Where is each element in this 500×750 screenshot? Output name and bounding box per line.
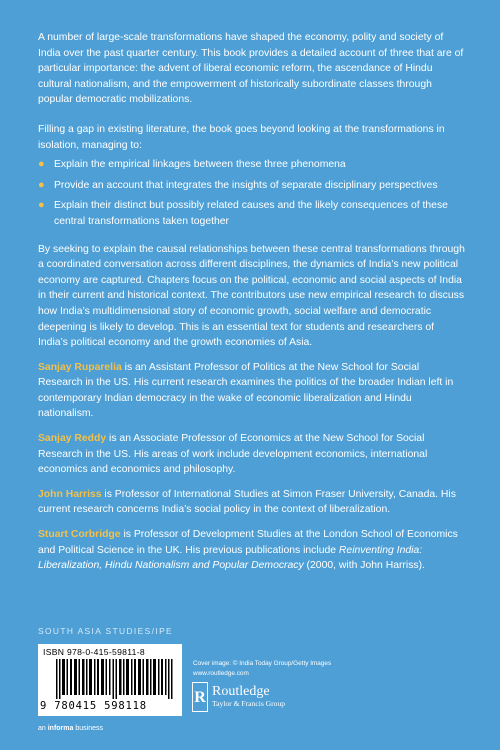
intro-paragraph: A number of large-scale transformations have shaped the economy, polity and society of India over the past quarter century. This book provides a detailed account of three that are of particular importance: the advent of liberal economic reform, the ascendance of Hindu cultural nationalism, and the empowerment of historically subordinate classes through popular democratic mobilizations. <box>38 32 464 106</box>
imprint-tagline: an informa business <box>38 725 103 732</box>
blurb <box>38 30 466 583</box>
author-bio-corbridge: Stuart Corbridge is Professor of Development Studies at the London School of Economics and Political Science in the UK. His previous publications include Reinventing India: Liberalization, Hindu Nationalism and Popular Democracy (2000, with John Harriss). <box>38 529 458 572</box>
author-bio-reddy: Sanjay Reddy is an Associate Professor of Economics at the New School for Social Research in the US. His areas of work include development economics, international economics and economics and philosophy. <box>38 433 428 476</box>
author-name: Sanjay Ruparelia <box>38 361 122 373</box>
list-item: ● Provide an account that integrates the insights of separate disciplinary perspectives <box>38 178 466 194</box>
book-title: Reinventing India: Liberalization, Hindu Nationalism and Popular Democracy <box>38 544 423 572</box>
author-name: Stuart Corbridge <box>38 529 121 541</box>
publisher-name: Routledge <box>212 684 270 699</box>
cover-credit: Cover image: © India Today Group/Getty Images <box>193 660 332 667</box>
series-label: SOUTH ASIA STUDIES/IPE <box>38 626 174 636</box>
bullet-icon: ● <box>38 158 45 171</box>
publisher-url: www.routledge.com <box>193 670 249 677</box>
list-item: ● Explain their distinct but possibly related causes and the likely consequences of these central transformations taken together <box>38 199 448 227</box>
author-bio-ruparelia: Sanjay Ruparelia is an Assistant Professor of Politics at the New School for Social Research in the US. His current research examines the politics of the broader Indian left in contemporary Indian democracy in the wake of economic liberalization and Hindu nationalism. <box>38 361 454 420</box>
isbn-label: ISBN 978-0-415-59811-8 <box>43 647 145 657</box>
bullet-list <box>38 157 466 229</box>
barcode-panel <box>38 644 182 716</box>
author-bio-harriss: John Harriss is Professor of International Studies at Simon Fraser University, Canada. His current research concerns India’s social policy in the context of liberalization. <box>38 488 456 516</box>
author-name: John Harriss <box>38 488 102 500</box>
gap-paragraph: Filling a gap in existing literature, the book goes beyond looking at the transformations in isolation, managing to: <box>38 123 445 151</box>
svg-text:R: R <box>194 689 206 706</box>
summary-paragraph: By seeking to explain the causal relationships between these central transformations through a coordinated conversation across different disciplines, the dynamics of India’s new political economy are captured. Chapters focus on the political, economic and social aspects of India in their current and historical context. The contributors use new empirical research to discuss how India’s multidimensional story of economic growth, social welfare and democratic deepening is likely to develop. This is an essential text for students and researchers of India’s political economy and the growth economies of Asia. <box>38 243 465 349</box>
barcode-number: 9 780415 598118 <box>40 700 147 712</box>
publisher-brand <box>212 684 285 709</box>
bullet-icon: ● <box>38 199 45 212</box>
bullet-icon: ● <box>38 178 45 191</box>
routledge-logo-icon <box>192 682 208 712</box>
author-name: Sanjay Reddy <box>38 433 107 445</box>
list-item: ● Explain the empirical linkages between these three phenomena <box>38 157 466 173</box>
barcode-icon <box>56 659 174 699</box>
publisher-group: Taylor & Francis Group <box>212 699 286 708</box>
